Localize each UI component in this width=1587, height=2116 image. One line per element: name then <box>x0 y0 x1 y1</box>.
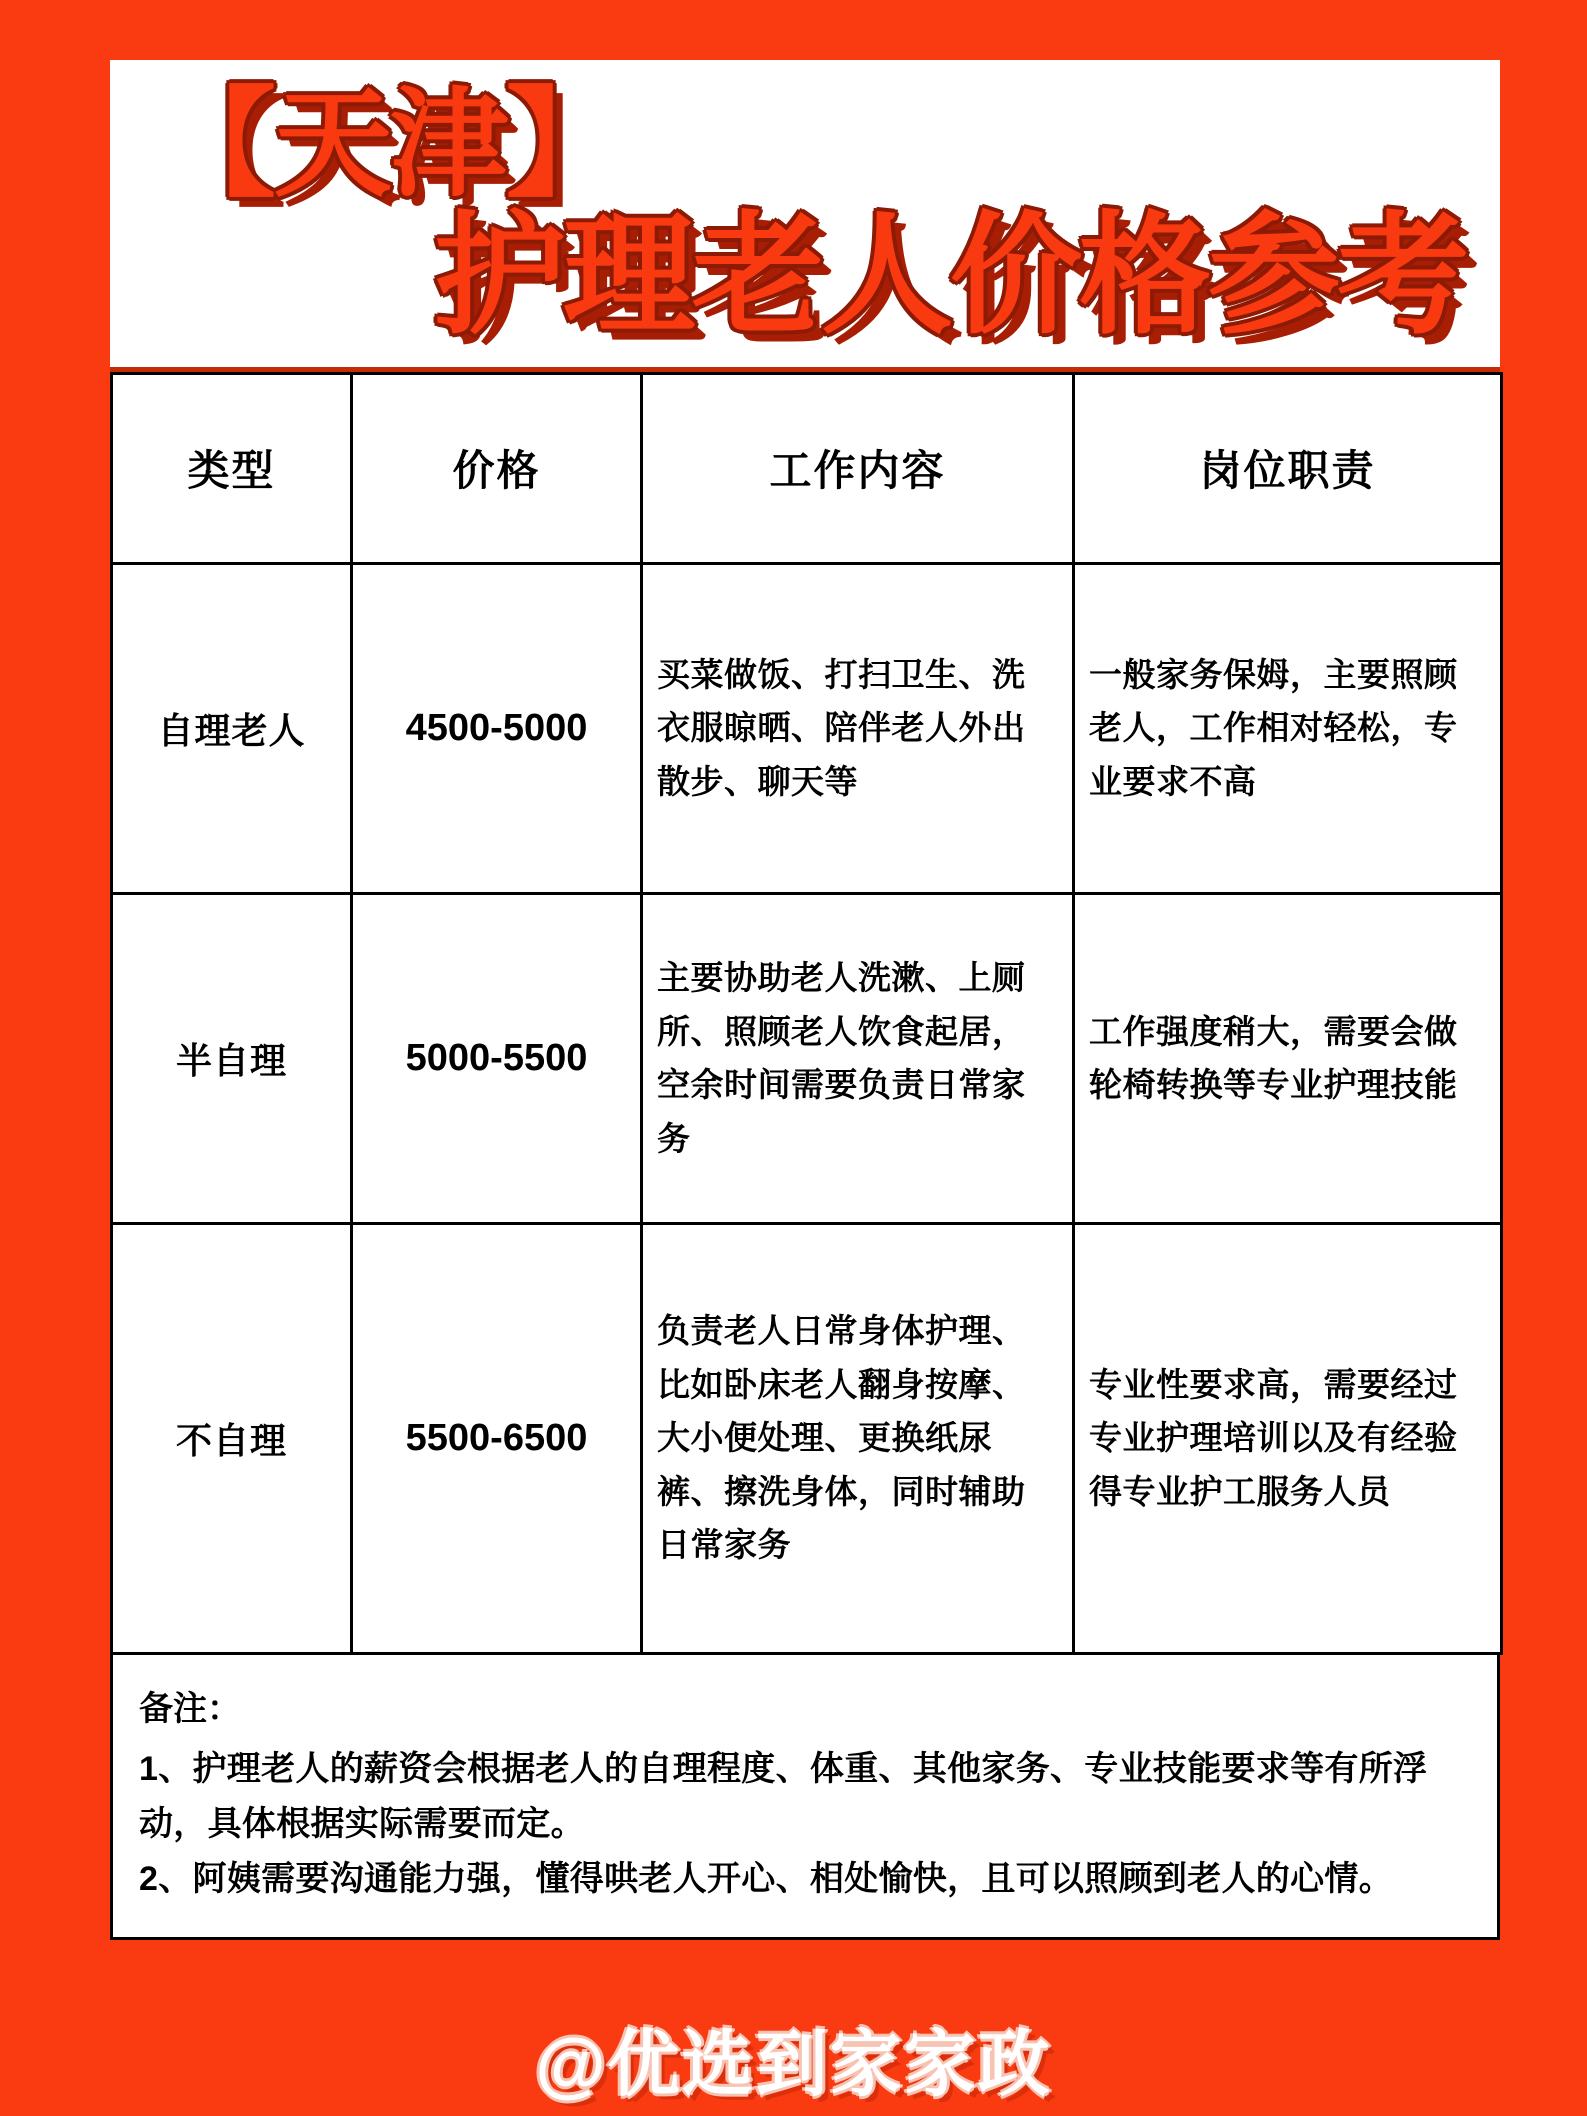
cell-work: 买菜做饭、打扫卫生、洗衣服晾晒、陪伴老人外出散步、聊天等 <box>642 563 1074 893</box>
cell-type: 半自理 <box>112 893 352 1223</box>
cell-duty: 专业性要求高，需要经过专业护理培训以及有经验得专业护工服务人员 <box>1074 1223 1502 1653</box>
column-header-price: 价格 <box>352 373 642 563</box>
cell-duty: 一般家务保姆，主要照顾老人，工作相对轻松，专业要求不高 <box>1074 563 1502 893</box>
footer-watermark: @优选到家家政 <box>535 2025 1052 2105</box>
cell-work: 负责老人日常身体护理、比如卧床老人翻身按摩、大小便处理、更换纸尿裤、擦洗身体，同时辅助日常家务 <box>642 1223 1074 1653</box>
title-main: 护理老人价格参考 <box>434 202 1466 350</box>
table-row <box>112 1223 1502 1653</box>
title-city: 【天津】 <box>158 79 623 211</box>
remarks-title: 备注： <box>139 1689 241 1728</box>
cell-work: 主要协助老人洗漱、上厕所、照顾老人饮食起居，空余时间需要负责日常家务 <box>642 893 1074 1223</box>
remarks-item-1: 1、护理老人的薪资会根据老人的自理程度、体重、其他家务、专业技能要求等有所浮动，具体根据实际需要而定。 <box>139 1749 1428 1843</box>
table-header-row <box>112 373 1502 563</box>
cell-price: 5500-6500 <box>352 1223 642 1653</box>
table-row <box>112 563 1502 893</box>
cell-duty: 工作强度稍大，需要会做轮椅转换等专业护理技能 <box>1074 893 1502 1223</box>
column-header-type: 类型 <box>112 373 352 563</box>
cell-price: 5000-5500 <box>352 893 642 1223</box>
column-header-work: 工作内容 <box>642 373 1074 563</box>
remarks-section <box>110 1655 1500 1940</box>
cell-price: 4500-5000 <box>352 563 642 893</box>
content-card <box>110 60 1500 1940</box>
remarks-item-2: 2、阿姨需要沟通能力强，懂得哄老人开心、相处愉快，且可以照顾到老人的心情。 <box>139 1859 1394 1898</box>
cell-type: 不自理 <box>112 1223 352 1653</box>
table-row <box>112 893 1502 1223</box>
price-table <box>110 372 1503 1655</box>
poster-title-block <box>110 60 1500 372</box>
column-header-duty: 岗位职责 <box>1074 373 1502 563</box>
cell-type: 自理老人 <box>112 563 352 893</box>
